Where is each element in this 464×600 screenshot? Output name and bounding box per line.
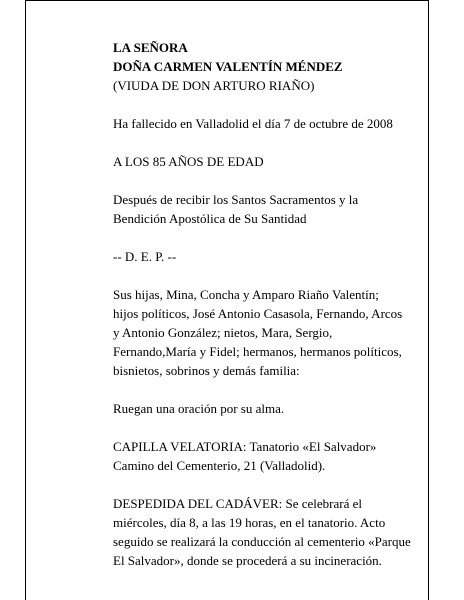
family-line-1: Sus hijas, Mina, Concha y Amparo Riaño Valentín; [113, 287, 379, 302]
farewell-line-2: miércoles, día 8, a las 19 horas, en el tanatorio. Acto [113, 515, 386, 530]
farewell-line-3: seguido se realizará la conducción al cementerio «Parque [113, 534, 411, 549]
widow-of: (VIUDA DE DON ARTURO RIAÑO) [113, 78, 315, 93]
farewell-line-1: DESPEDIDA DEL CADÁVER: Se celebrará el [113, 496, 362, 511]
family-line-2: hijos políticos, José Antonio Casasola, Fernando, Arcos [113, 306, 403, 321]
family-line-3: y Antonio González; nietos, Mara, Sergio, [113, 325, 333, 340]
sacraments-line-2: Bendición Apostólica de Su Santidad [113, 211, 307, 226]
deceased-name: DOÑA CARMEN VALENTÍN MÉNDEZ [113, 59, 343, 74]
prayer-line: Ruegan una oración por su alma. [113, 401, 285, 416]
rip-line: -- D. E. P. -- [113, 249, 177, 264]
age-line: A LOS 85 AÑOS DE EDAD [113, 154, 264, 169]
chapel-line-1: CAPILLA VELATORIA: Tanatorio «El Salvador» [113, 439, 377, 454]
family-line-5: bisnietos, sobrinos y demás familia: [113, 363, 300, 378]
title-line-1: LA SEÑORA [113, 40, 188, 55]
chapel-line-2: Camino del Cementerio, 21 (Valladolid). [113, 458, 326, 473]
farewell-line-4: El Salvador», donde se procederá a su incineración. [113, 553, 382, 568]
obituary-notice [113, 38, 413, 570]
death-announcement: Ha fallecido en Valladolid el día 7 de octubre de 2008 [113, 116, 393, 131]
family-line-4: Fernando,María y Fidel; hermanos, hermanos políticos, [113, 344, 402, 359]
sacraments-line-1: Después de recibir los Santos Sacramentos y la [113, 192, 359, 207]
